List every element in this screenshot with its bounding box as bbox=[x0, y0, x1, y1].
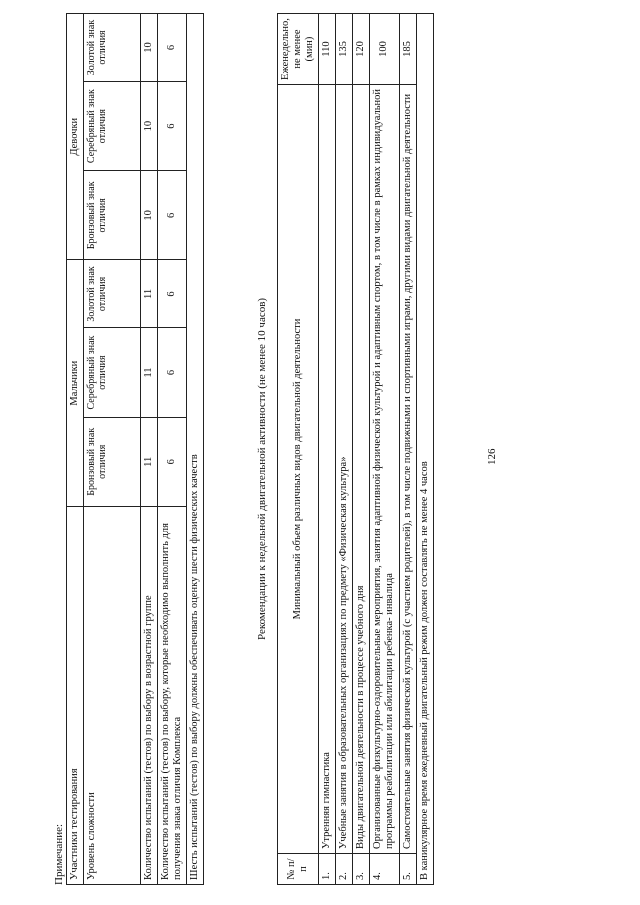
table-row bbox=[416, 14, 433, 885]
girls-silver-badge: Серебряный знак отличия bbox=[84, 82, 141, 171]
boys-header: Мальчики bbox=[67, 260, 84, 506]
table-footer-note: В каникулярное время ежедневный двигательный режим должен составлять не менее 4 часов bbox=[416, 14, 433, 885]
weekly-activity-table bbox=[277, 13, 434, 885]
row-label: Количество испытаний (тестов) по выбору в возрастной группе bbox=[141, 506, 158, 884]
table-cell: 6 bbox=[158, 260, 187, 328]
table-cell: 6 bbox=[158, 417, 187, 506]
boys-gold-badge: Золотой знак отличия bbox=[84, 260, 141, 328]
row-label: Количество испытаний (тестов) по выбору, которые необходимо выполнить для получения знака отличия Комплекса bbox=[158, 506, 187, 884]
minutes-value: 135 bbox=[336, 14, 353, 85]
table-row bbox=[84, 14, 141, 885]
row-number: 4. bbox=[370, 854, 399, 885]
table-row bbox=[399, 14, 416, 885]
difficulty-label: Уровень сложности bbox=[84, 506, 141, 884]
participants-label: Участники тестирования bbox=[67, 506, 84, 884]
table-row bbox=[353, 14, 370, 885]
girls-bronze-badge: Бронзовый знак отличия bbox=[84, 171, 141, 260]
page-number: 126 bbox=[486, 448, 498, 465]
table-cell: 6 bbox=[158, 328, 187, 417]
column-header-minutes: Еженедельно, не менее (мин) bbox=[278, 14, 319, 85]
row-number: 5. bbox=[399, 854, 416, 885]
minutes-value: 100 bbox=[370, 14, 399, 85]
table-cell: 11 bbox=[141, 417, 158, 506]
table-row bbox=[141, 14, 158, 885]
column-header-number: № п/п bbox=[278, 854, 319, 885]
table-row bbox=[158, 14, 187, 885]
table-row bbox=[370, 14, 399, 885]
boys-bronze-badge: Бронзовый знак отличия bbox=[84, 417, 141, 506]
table-footer-note: Шесть испытаний (тестов) по выбору должны обеспечивать оценку шести физических качеств bbox=[187, 14, 204, 885]
activity-text: Утренняя гимнастика bbox=[319, 85, 336, 854]
boys-silver-badge: Серебряный знак отличия bbox=[84, 328, 141, 417]
table-cell: 10 bbox=[141, 171, 158, 260]
minutes-value: 185 bbox=[399, 14, 416, 85]
table-cell: 11 bbox=[141, 260, 158, 328]
row-number: 3. bbox=[353, 854, 370, 885]
activity-text: Учебные занятия в образовательных организациях по предмету «Физическая культура» bbox=[336, 85, 353, 854]
minutes-value: 110 bbox=[319, 14, 336, 85]
activity-text: Организованные физкультурно-оздоровительные мероприятия, занятия адаптивной физической культурой и адаптивным спортом, в том числе в рамках индивидуальной программы реабилитации или абилитации ребенка- инвалида bbox=[370, 85, 399, 854]
minutes-value: 120 bbox=[353, 14, 370, 85]
row-number: 1. bbox=[319, 854, 336, 885]
column-header-activity: Минимальный объем различных видов двигательной деятельности bbox=[278, 85, 319, 854]
table-row bbox=[319, 14, 336, 885]
table-cell: 6 bbox=[158, 171, 187, 260]
table-cell: 11 bbox=[141, 328, 158, 417]
table-cell: 10 bbox=[141, 82, 158, 171]
activity-text: Виды двигательной деятельности в процессе учебного дня bbox=[353, 85, 370, 854]
table-cell: 6 bbox=[158, 82, 187, 171]
table-cell: 6 bbox=[158, 14, 187, 82]
table-cell: 10 bbox=[141, 14, 158, 82]
table-row bbox=[278, 14, 319, 885]
row-number: 2. bbox=[336, 854, 353, 885]
girls-gold-badge: Золотой знак отличия bbox=[84, 14, 141, 82]
activity-text: Самостоятельные занятия физической культурой (с участием родителей), в том числе подвижными и спортивными играми, другими видами двигательной деятельности bbox=[399, 85, 416, 854]
recommendations-title: Рекомендации к недельной двигательной активности (не менее 10 часов) bbox=[256, 297, 268, 640]
girls-header: Девочки bbox=[67, 14, 84, 260]
testing-difficulty-table bbox=[66, 13, 204, 885]
table-row bbox=[67, 14, 84, 885]
table-row bbox=[336, 14, 353, 885]
note-title: Примечание: bbox=[53, 823, 65, 885]
table-row bbox=[187, 14, 204, 885]
